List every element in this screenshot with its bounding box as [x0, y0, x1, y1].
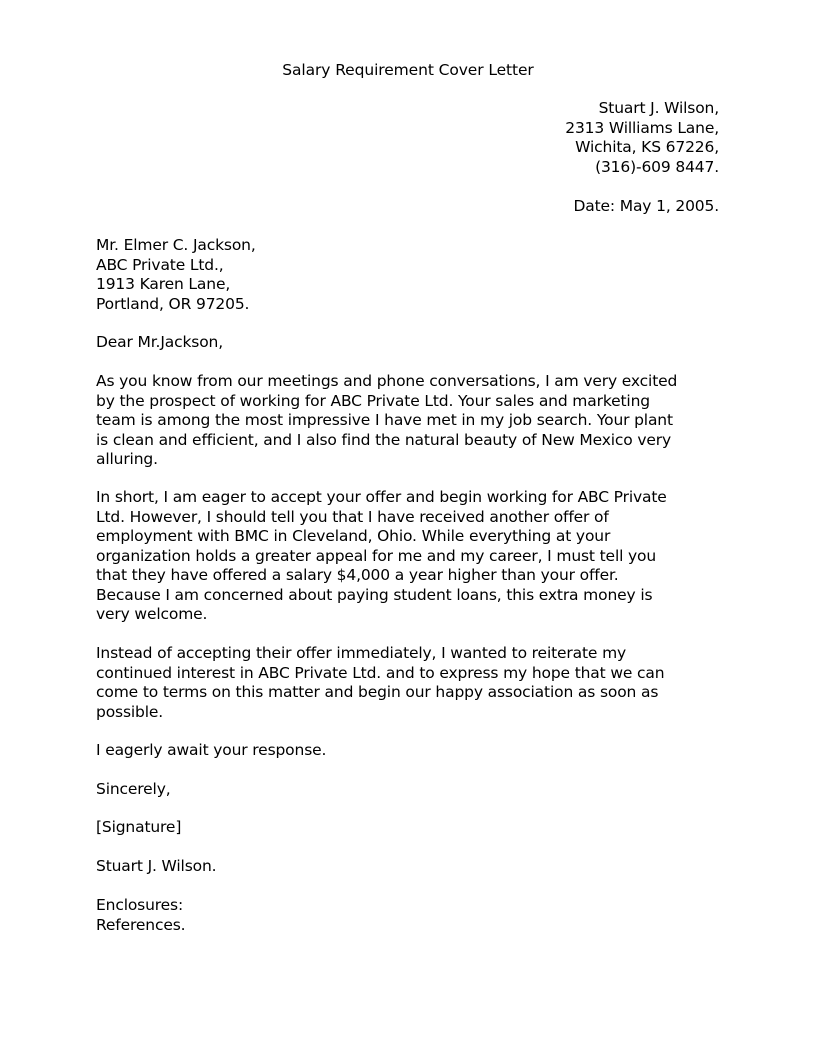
paragraph-line: possible.	[96, 702, 164, 721]
enclosures	[96, 896, 736, 935]
paragraph-line: As you know from our meetings and phone conversations, I am very excited	[96, 372, 678, 390]
paragraph-line: In short, I am eager to accept your offer and begin working for ABC Private	[96, 488, 667, 506]
body-paragraph-2	[96, 488, 736, 625]
body-paragraph-3	[96, 644, 736, 722]
salutation: Dear Mr.Jackson,	[96, 333, 223, 351]
sender-phone: (316)-609 8447.	[595, 157, 719, 176]
paragraph-line: come to terms on this matter and begin our happy association as soon as	[96, 683, 659, 701]
paragraph-line: team is among the most impressive I have met in my job search. Your plant	[96, 411, 673, 429]
signer-name: Stuart J. Wilson.	[96, 857, 217, 875]
valediction: Sincerely,	[96, 780, 171, 798]
paragraph-line: continued interest in ABC Private Ltd. and to express my hope that we can	[96, 663, 665, 682]
recipient-city: Portland, OR 97205.	[96, 294, 250, 313]
paragraph-line: that they have offered a salary $4,000 a year higher than your offer.	[96, 566, 619, 584]
recipient-address	[96, 236, 736, 314]
sender-address	[565, 99, 719, 177]
paragraph-line: alluring.	[96, 450, 158, 468]
paragraph-line: Instead of accepting their offer immediately, I wanted to reiterate my	[96, 644, 627, 662]
paragraph-line: Because I am concerned about paying student loans, this extra money is	[96, 585, 653, 604]
recipient-street: 1913 Karen Lane,	[96, 275, 231, 293]
paragraph-line: organization holds a greater appeal for me and my career, I must tell you	[96, 546, 657, 565]
signature-placeholder: [Signature]	[96, 818, 182, 836]
letter-date: Date: May 1, 2005.	[573, 197, 719, 215]
paragraph-line: very welcome.	[96, 605, 208, 623]
closing-line: I eagerly await your response.	[96, 741, 327, 759]
letter-title: Salary Requirement Cover Letter	[282, 61, 534, 79]
enclosures-item: References.	[96, 915, 186, 934]
paragraph-line: by the prospect of working for ABC Private Ltd. Your sales and marketing	[96, 391, 650, 410]
paragraph-line: employment with BMC in Cleveland, Ohio. While everything at your	[96, 527, 611, 545]
sender-name: Stuart J. Wilson,	[598, 99, 719, 117]
sender-street: 2313 Williams Lane,	[565, 118, 719, 137]
recipient-name: Mr. Elmer C. Jackson,	[96, 236, 256, 254]
sender-city: Wichita, KS 67226,	[575, 138, 719, 156]
paragraph-line: Ltd. However, I should tell you that I have received another offer of	[96, 507, 609, 526]
body-paragraph-1	[96, 372, 736, 470]
enclosures-label: Enclosures:	[96, 896, 184, 914]
paragraph-line: is clean and efficient, and I also find the natural beauty of New Mexico very	[96, 430, 672, 449]
recipient-company: ABC Private Ltd.,	[96, 255, 224, 274]
